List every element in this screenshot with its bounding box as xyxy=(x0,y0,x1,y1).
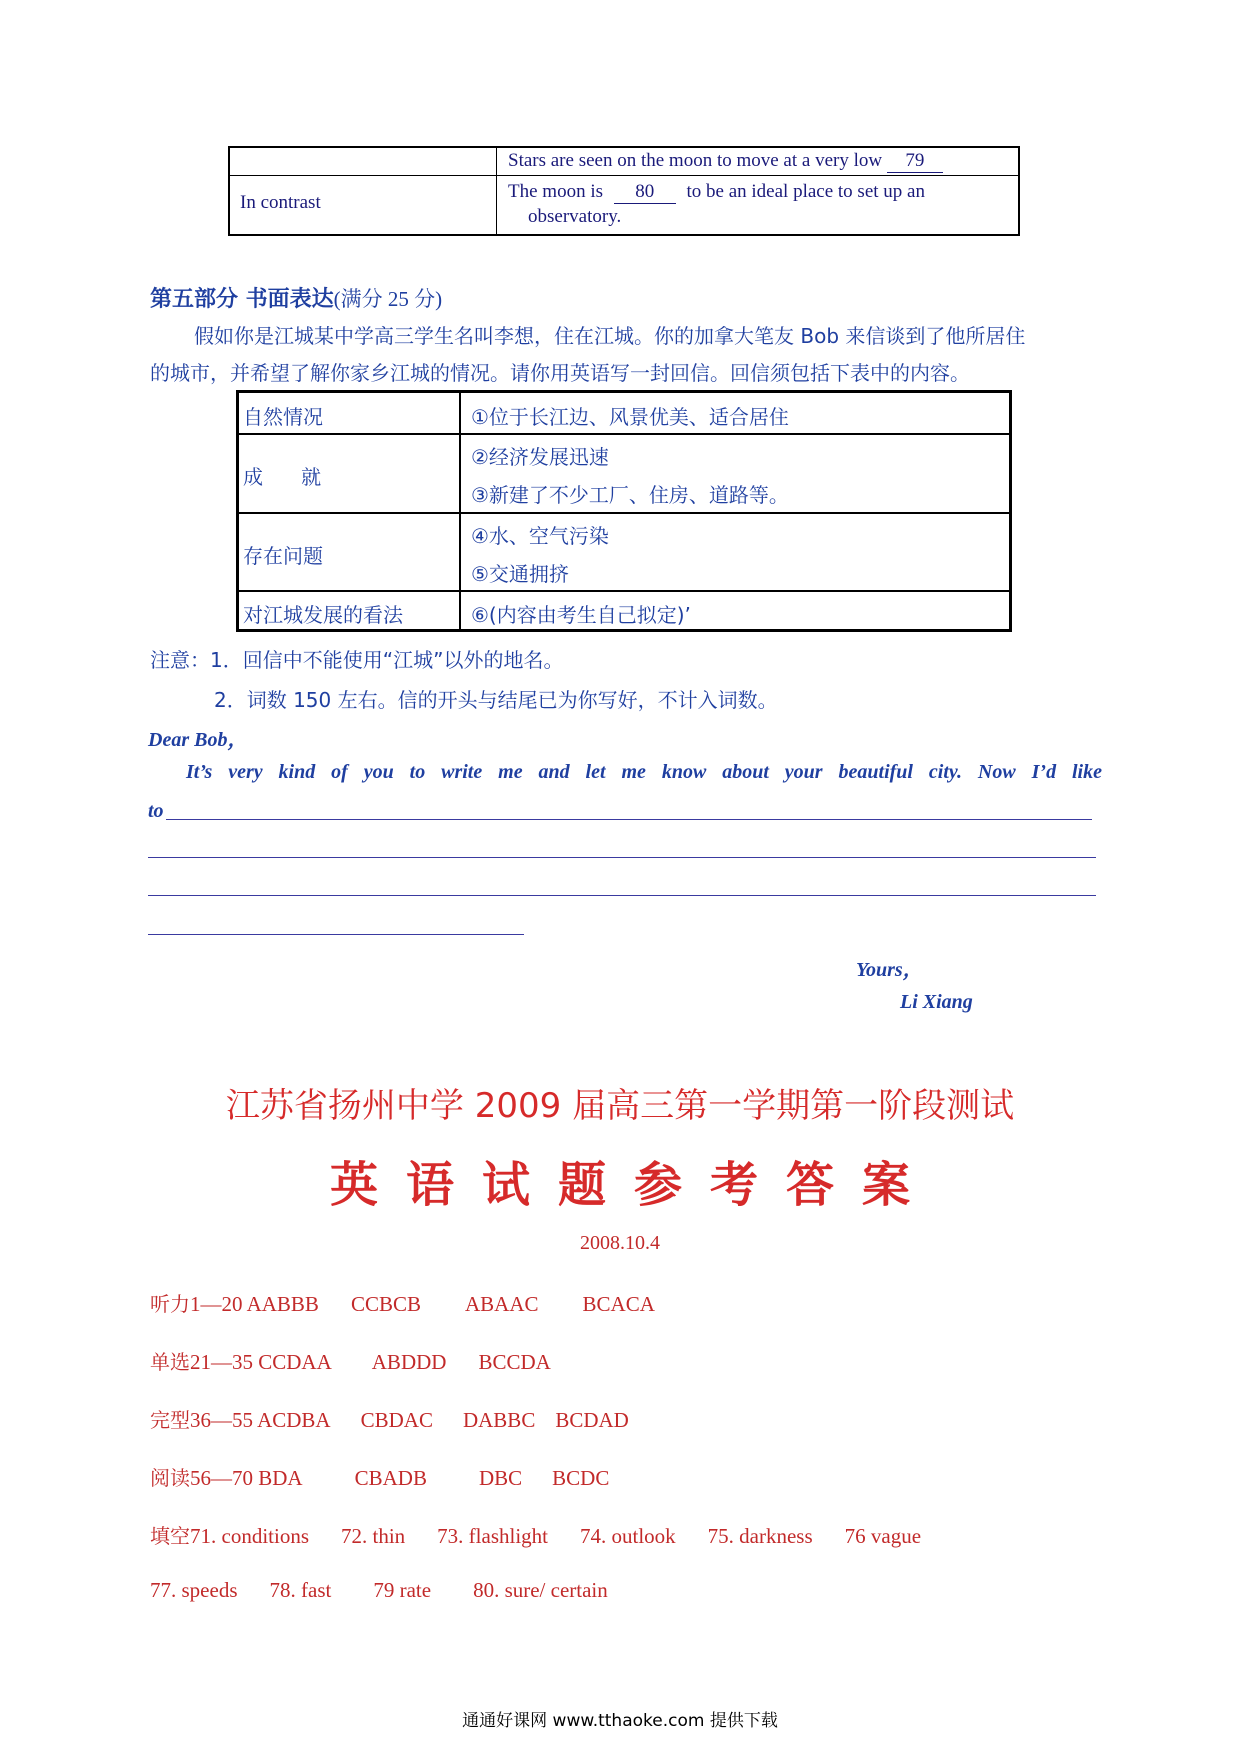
prompt-text: 的城市，并希望了解你家乡江城的情况。请你用英语写一封回信。回信须包括下表中的内容。 xyxy=(150,361,970,385)
answer-group: 1—20 AABBB xyxy=(190,1292,319,1316)
answer-group: 71. conditions xyxy=(190,1524,309,1548)
answer-key-date: 2008.10.4 xyxy=(580,1232,660,1254)
answer-group: 73. flashlight xyxy=(437,1524,548,1548)
row-label: 自然情况 xyxy=(243,405,323,429)
table-divider xyxy=(459,393,461,629)
answer-group: 36—55 ACDBA xyxy=(190,1408,331,1432)
table-cell xyxy=(508,181,925,204)
row-label: 成 就 xyxy=(243,465,322,489)
row-item: ⑤交通拥挤 xyxy=(471,562,569,586)
writing-line xyxy=(148,857,1096,858)
prompt-text: 假如你是江城某中学高三学生名叫李想，住在江城。你的加拿大笔友 Bob 来信谈到了他所居住 xyxy=(194,324,1026,348)
answer-row-listening xyxy=(150,1288,655,1317)
answer-group: CBADB xyxy=(354,1466,427,1490)
answer-row-reading xyxy=(150,1462,609,1491)
note-2: 2．词数 150 左右。信的开头与结尾已为你写好，不计入词数。 xyxy=(214,688,778,712)
table-divider xyxy=(230,175,1018,176)
answer-group: 21—35 CCDAA xyxy=(190,1350,332,1374)
reading-table-fragment xyxy=(228,146,1020,236)
section-heading xyxy=(150,282,442,313)
row-label: 存在问题 xyxy=(243,544,323,568)
table-divider xyxy=(239,590,1009,592)
answer-row-fill-in-cont xyxy=(150,1578,608,1603)
writing-line xyxy=(148,895,1096,896)
row-item: ④水、空气污染 xyxy=(471,524,609,548)
cell-text: Stars are seen on the moon to move at a very low xyxy=(508,150,883,171)
cell-text: observatory. xyxy=(528,206,622,227)
answer-group: DBC xyxy=(478,1466,523,1490)
answer-group: BCCDA xyxy=(478,1350,551,1374)
answer-key-subtitle: 英语试题参考答案 xyxy=(329,1157,938,1213)
score-note: (满分 25 分) xyxy=(333,287,443,311)
answer-group: 74. outlook xyxy=(580,1524,676,1548)
answer-key-title: 江苏省扬州中学 2009 届高三第一学期第一阶段测试 xyxy=(225,1086,1015,1126)
answer-blank-80: 80 xyxy=(614,181,676,204)
writing-line xyxy=(166,819,1092,820)
answer-group: 72. thin xyxy=(341,1524,406,1548)
answer-row-cloze xyxy=(150,1404,629,1433)
answer-group: 80. sure/ certain xyxy=(473,1578,608,1602)
answer-row-label: 听力 xyxy=(150,1292,190,1316)
answer-group: 75. darkness xyxy=(707,1524,813,1548)
page-footer: 通通好课网 www.tthaoke.com 提供下载 xyxy=(462,1711,778,1731)
answer-group: 79 rate xyxy=(373,1578,432,1602)
answer-group: 77. speeds xyxy=(150,1578,238,1602)
answer-row-label: 填空 xyxy=(150,1524,190,1548)
answer-blank-79: 79 xyxy=(887,150,943,173)
row-item: ⑥(内容由考生自己拟定)’ xyxy=(471,603,691,627)
letter-signature: Li Xiang xyxy=(900,991,973,1013)
writing-line xyxy=(148,934,524,935)
table-divider xyxy=(239,433,1009,435)
answer-group: CCBCB xyxy=(350,1292,421,1316)
row-label-in-contrast: In contrast xyxy=(240,192,321,213)
letter-salutation: Dear Bob， xyxy=(148,729,248,751)
row-item: ②经济发展迅速 xyxy=(471,445,609,469)
writing-prompt xyxy=(150,318,1100,392)
answer-group: CBDAC xyxy=(360,1408,433,1432)
answer-group: BCDAD xyxy=(555,1408,629,1432)
answer-group: ABAAC xyxy=(465,1292,539,1316)
cell-text: The moon is xyxy=(508,181,603,202)
section-title: 第五部分 书面表达 xyxy=(150,287,334,312)
cell-text: to be an ideal place to set up an xyxy=(686,181,925,202)
letter-opening: It’s very kind of you to write me and let me know about your beautiful city. Now I’d like xyxy=(186,761,1102,783)
table-divider xyxy=(239,512,1009,514)
answer-row-label: 完型 xyxy=(150,1408,190,1432)
answer-group: BCDC xyxy=(552,1466,610,1490)
answer-group: 78. fast xyxy=(269,1578,332,1602)
table-cell xyxy=(508,150,943,173)
answer-group: ABDDD xyxy=(371,1350,447,1374)
answer-row-single-choice xyxy=(150,1346,551,1375)
note-1: 注意：1．回信中不能使用“江城”以外的地名。 xyxy=(150,648,564,672)
answer-group: 76 vague xyxy=(844,1524,922,1548)
table-divider xyxy=(496,148,497,234)
answer-group: DABBC xyxy=(462,1408,536,1432)
answer-row-fill-in xyxy=(150,1520,921,1549)
answer-row-label: 单选 xyxy=(150,1350,190,1374)
letter-to: to xyxy=(148,800,164,822)
letter-closing: Yours， xyxy=(856,959,923,981)
answer-row-label: 阅读 xyxy=(150,1466,190,1490)
answer-group: BCACA xyxy=(582,1292,655,1316)
row-item: ③新建了不少工厂、住房、道路等。 xyxy=(471,483,789,507)
content-requirements-table xyxy=(236,390,1012,632)
answer-group: 56—70 BDA xyxy=(190,1466,303,1490)
row-item: ①位于长江边、风景优美、适合居住 xyxy=(471,405,789,429)
row-label: 对江城发展的看法 xyxy=(243,603,403,627)
